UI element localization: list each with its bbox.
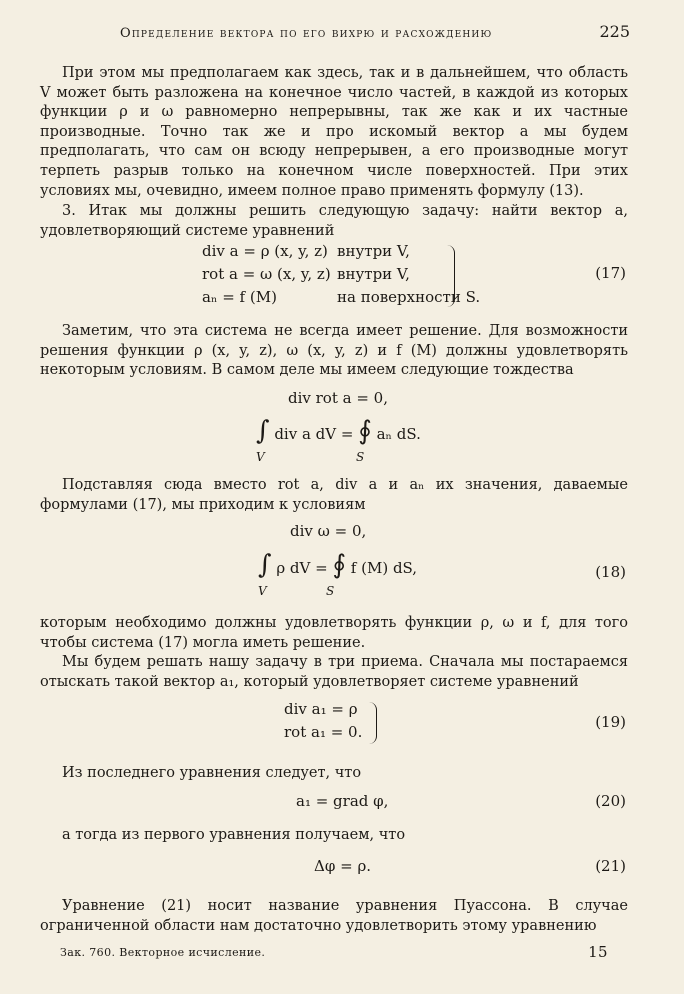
- paragraph-8: а тогда из первого уравнения получаем, что: [62, 827, 406, 843]
- surface-integral-sign: ∮: [358, 416, 372, 446]
- printer-footer: [60, 943, 608, 961]
- paragraph-1: При этом мы предполагаем как здесь, так и в дальнейшем, что область V может быть разложена на конечное число частей, в каждой из которых функции ρ и ω равномерно непрерывны, так же как и их частные производные. Точно так же и про искомый вектор a мы будем предполагать, что сам он всюду непрерывен, а его производные могут терпеть разрыв только на конечном числе поверхностей. При этих условиях мы, очевидно, имеем полное право применять формулу (13).: [40, 65, 628, 199]
- page-number: 225: [599, 22, 630, 41]
- equation-row: rot a₁ = 0.: [284, 723, 363, 741]
- paragraph-9: Уравнение (21) носит название уравнения Пуассона. В случае ограниченной области нам достаточно удовлетворить этому уравнению: [40, 898, 628, 934]
- right-brace: [368, 702, 377, 744]
- integral-limit-s: S: [356, 450, 365, 464]
- surface-integral-sign: ∮: [332, 550, 347, 580]
- equation-number-17: (17): [595, 264, 626, 282]
- paragraph-2: 3. Итак мы должны решить следующую задачу: найти вектор a, удовлетворяющий системе уравнений: [40, 203, 628, 239]
- integral-limit-v: V: [256, 450, 265, 464]
- signature-number: 15: [588, 943, 608, 961]
- equation-number-20: (20): [595, 792, 626, 810]
- equation-number-19: (19): [595, 713, 626, 731]
- equation-div-rot: div rot a = 0,: [288, 389, 388, 407]
- equation-21: Δφ = ρ.: [314, 857, 372, 875]
- right-brace: [446, 245, 455, 307]
- equation-system-17: [202, 240, 480, 309]
- paragraph-4: Подставляя сюда вместо rot a, div a и aₙ их значения, даваемые формулами (17), мы приходим к условиям: [40, 477, 628, 513]
- paragraph-6: Мы будем решать нашу задачу в три приема. Сначала мы постараемся отыскать такой вектор a₁, который удовлетворяет системе уравнений: [40, 654, 628, 690]
- integral-condition-18: ∫ ρ dV = ∮ f (M) dS,: [258, 550, 418, 580]
- equation-number-18: (18): [595, 563, 626, 581]
- paragraph-7: Из последнего уравнения следует, что: [62, 765, 362, 781]
- paragraph-3: Заметим, что эта система не всегда имеет решение. Для возможности решения функции ρ (x, y, z), ω (x, y, z) и f (M) должны удовлетворять некоторым условиям. В самом деле мы имеем следующие тождества: [40, 323, 628, 379]
- integral-sign: ∫: [256, 416, 270, 446]
- equation-row: aₙ = f (M) на поверхности S.: [202, 288, 481, 306]
- equation-row: rot a = ω (x, y, z) внутри V,: [202, 265, 410, 283]
- paragraph-5: которым необходимо должны удовлетворять функции ρ, ω и f, для того чтобы система (17) могла иметь решение.: [40, 615, 628, 651]
- equation-number-21: (21): [595, 857, 626, 875]
- equation-row: div a = ρ (x, y, z) внутри V,: [202, 242, 410, 260]
- integral-limit-v: V: [258, 584, 267, 598]
- equation-20: a₁ = grad φ,: [296, 792, 389, 810]
- integral-limit-s: S: [326, 584, 335, 598]
- integral-identity: ∫ div a dV = ∮ aₙ dS.: [256, 416, 421, 446]
- equation-system-19: [284, 698, 362, 744]
- integral-sign: ∫: [258, 550, 272, 580]
- header-title: Определение вектора по его вихрю и расхождению: [120, 26, 493, 41]
- equation-row: div a₁ = ρ: [284, 700, 358, 718]
- running-header: [120, 22, 630, 41]
- equation-div-omega: div ω = 0,: [290, 522, 367, 540]
- footer-text: Зак. 760. Векторное исчисление.: [60, 946, 266, 959]
